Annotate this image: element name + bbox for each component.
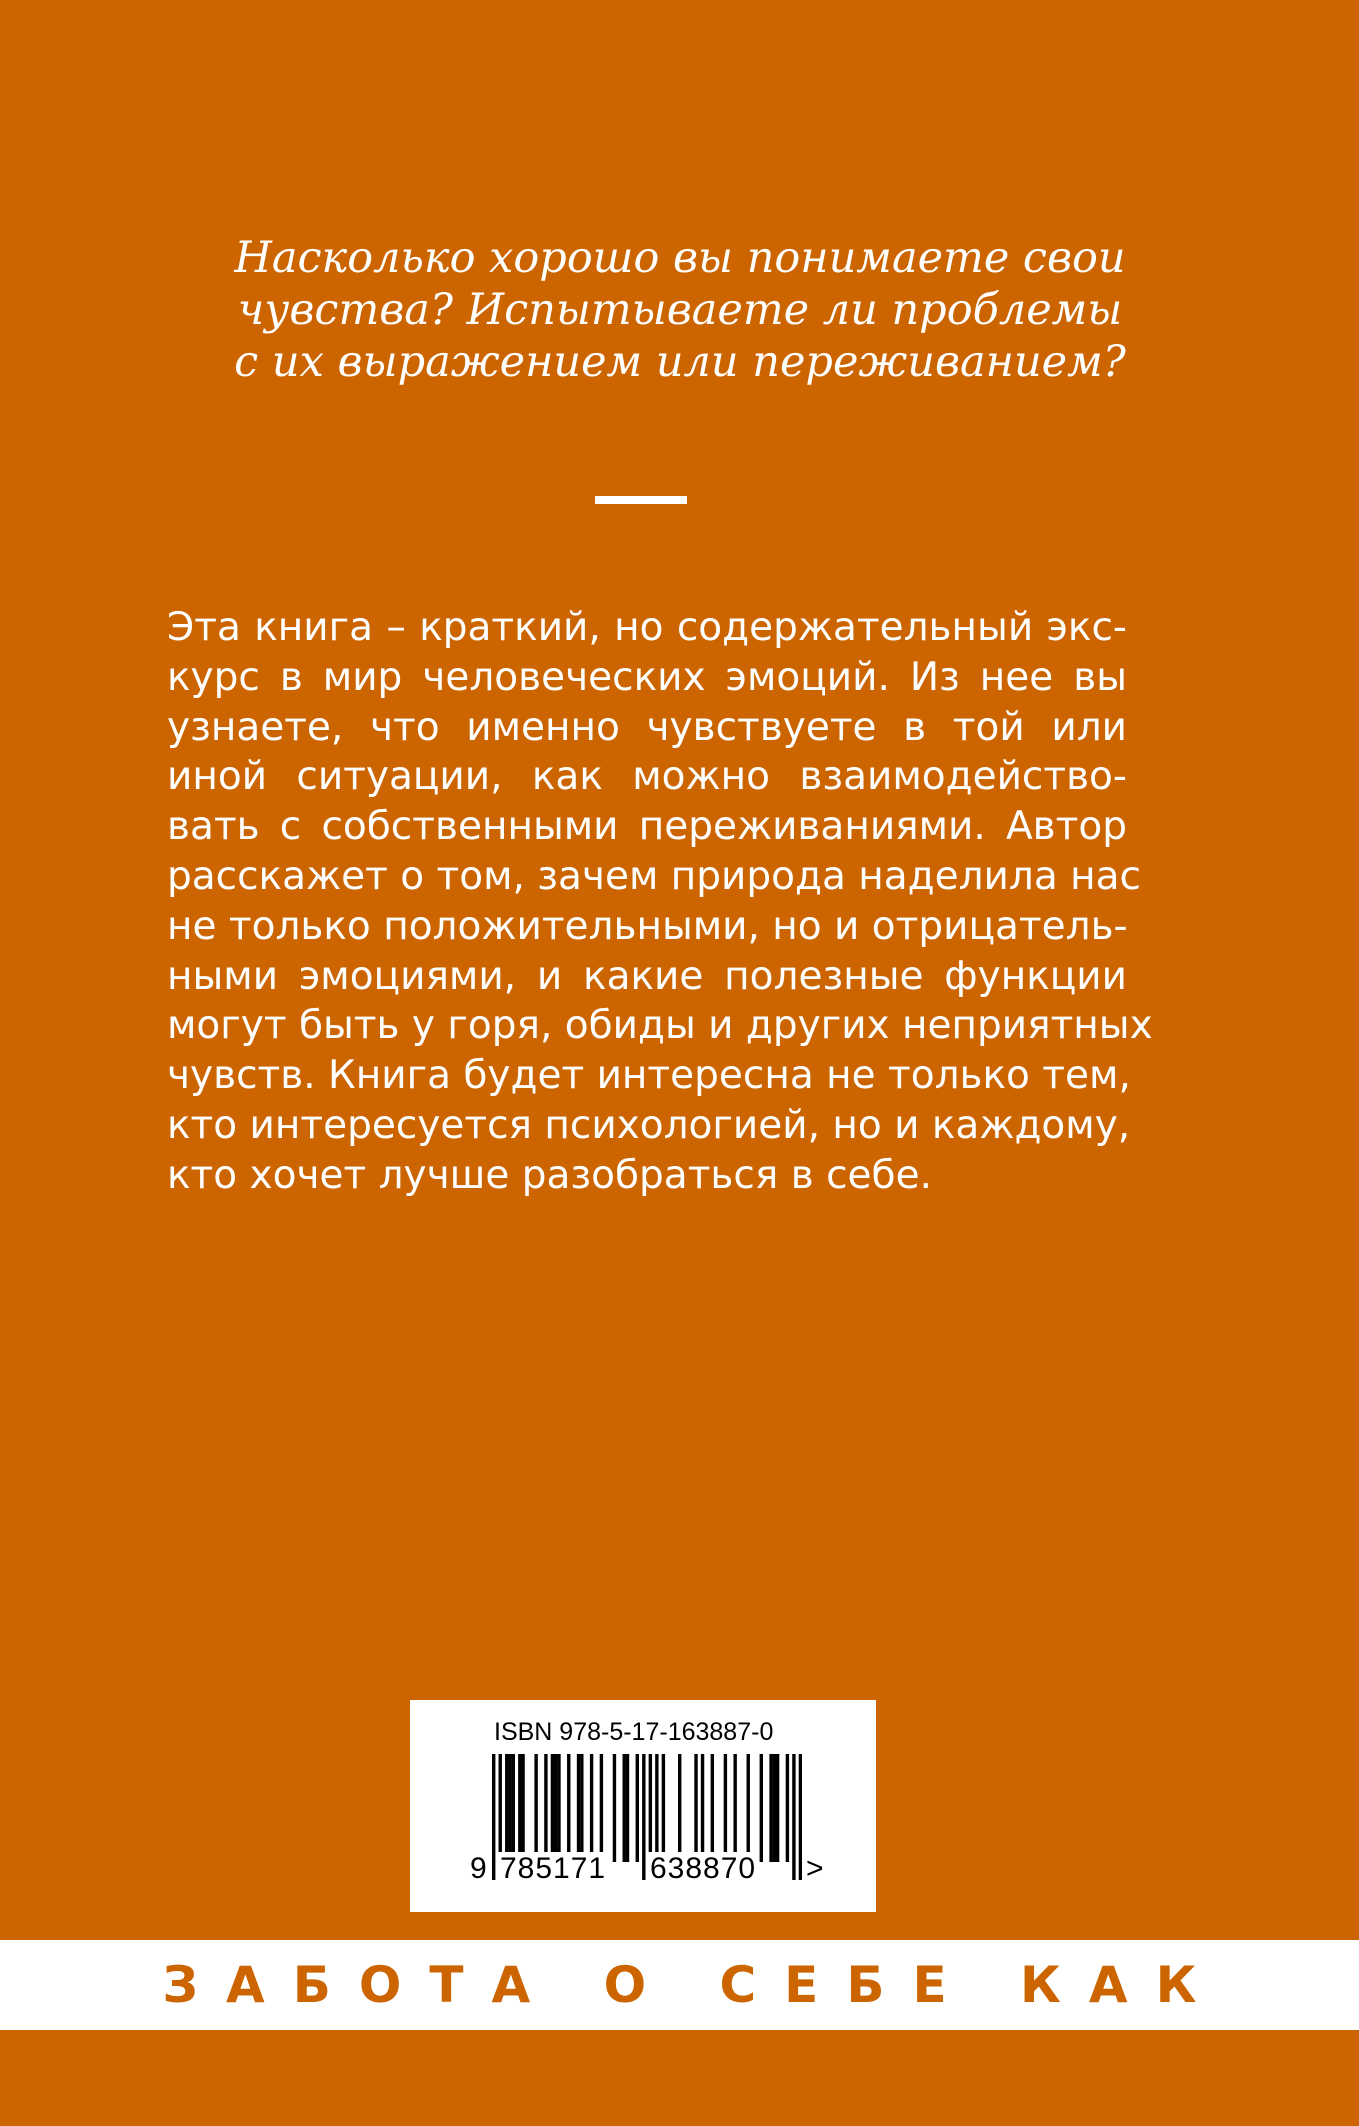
barcode-bar [508, 1754, 511, 1862]
description-line: расскажет о том, зачем природа наделила нас [167, 853, 1141, 899]
description-line: не только положительными, но и отрицатель- [167, 903, 1128, 949]
barcode-bar [521, 1754, 524, 1862]
series-title: ЗАБОТА О СЕБЕ КАК [162, 1956, 1225, 2014]
barcode-bar [518, 1754, 521, 1862]
description-line: ными эмоциями, и какие полезные функции [167, 953, 1127, 999]
description-line: чувств. Книга будет интересна не только тем, [167, 1053, 1131, 1099]
barcode-bar [580, 1754, 583, 1862]
barcode-bar [590, 1754, 593, 1862]
ean-first-digit: 9 [470, 1852, 487, 1885]
description-line: Эта книга – краткий, но содержательный экс- [167, 605, 1127, 650]
barcode-bar [505, 1754, 508, 1862]
barcode-label [410, 1700, 876, 1912]
ean-left-digits: 785171 [500, 1852, 607, 1885]
barcode-bar [534, 1754, 537, 1862]
barcode-bar [623, 1754, 626, 1862]
barcode-bar [626, 1754, 629, 1862]
barcode-bar [786, 1754, 789, 1862]
barcode-bar [769, 1754, 772, 1862]
barcode-bar [613, 1754, 616, 1862]
barcode-bar [678, 1754, 681, 1862]
barcode-bar [554, 1754, 557, 1862]
tagline-line: с их выражением или переживанием? [234, 337, 1126, 387]
description-line: вать с собственными переживаниями. Автор [167, 804, 1127, 850]
barcode-bar [544, 1754, 547, 1862]
barcode-bar [551, 1754, 554, 1862]
tagline-line: чувства? Испытываете ли проблемы [237, 285, 1123, 335]
tagline-line: Насколько хорошо вы понимаете свои [234, 233, 1126, 283]
divider [595, 496, 687, 504]
barcode-bar [567, 1754, 570, 1862]
barcode-bar [642, 1754, 645, 1880]
barcode-bar [636, 1754, 639, 1862]
ean-right-digits: 638870 [650, 1852, 757, 1885]
barcode-bar [512, 1754, 515, 1862]
barcode-bar [711, 1754, 714, 1862]
description-line: кто хочет лучше разобраться в себе. [167, 1152, 932, 1198]
description-line: кто интересуется психологией, но и каждому, [167, 1102, 1131, 1148]
barcode-bar [694, 1754, 697, 1862]
barcode-bar [792, 1754, 795, 1880]
series-band [0, 1940, 1359, 2030]
description-line: курс в мир человеческих эмоций. Из нее вы [167, 654, 1127, 700]
barcode-bar [733, 1754, 736, 1862]
barcode-bar [662, 1754, 665, 1862]
description-line: иной ситуации, как можно взаимодейство- [167, 754, 1127, 800]
barcode-bar [655, 1754, 658, 1862]
barcode-bar [776, 1754, 779, 1862]
barcode-bar [577, 1754, 580, 1862]
barcode-bar [492, 1754, 495, 1880]
description-line: могут быть у горя, обиды и других неприятных [167, 1003, 1153, 1049]
barcode-bar [600, 1754, 603, 1862]
barcode-bar [799, 1754, 802, 1880]
barcode-bar [747, 1754, 750, 1862]
barcode-bar [773, 1754, 776, 1862]
barcode-bar [557, 1754, 560, 1862]
book-description [167, 603, 1153, 1201]
barcode-bar [760, 1754, 763, 1862]
barcode-bar [701, 1754, 704, 1862]
tagline [180, 232, 1180, 388]
description-line: узнаете, что именно чувствуете в той или [167, 704, 1127, 750]
ean-quiet-zone-marker: > [806, 1852, 824, 1885]
barcode-bar [724, 1754, 727, 1862]
isbn-number: ISBN 978-5-17-163887-0 [494, 1718, 774, 1746]
